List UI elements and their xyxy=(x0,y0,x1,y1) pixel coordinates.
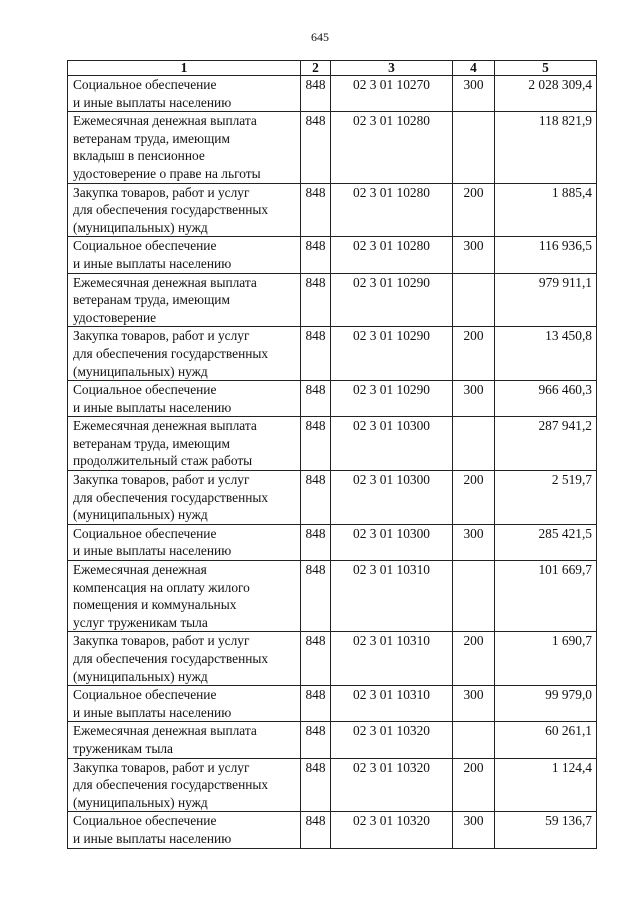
target-code-cell: 02 3 01 10280 xyxy=(331,183,453,237)
table-row xyxy=(68,183,597,237)
expense-type-cell xyxy=(453,561,495,632)
row-name-cell: Социальное обеспечение и иные выплаты населению xyxy=(68,237,301,273)
budget-table xyxy=(67,60,597,849)
expense-type-cell: 200 xyxy=(453,327,495,381)
expense-type-cell xyxy=(453,722,495,758)
amount-cell: 101 669,7 xyxy=(495,561,597,632)
amount-cell: 979 911,1 xyxy=(495,273,597,327)
expense-type-cell: 200 xyxy=(453,183,495,237)
row-name-cell: Закупка товаров, работ и услуг для обеспечения государственных (муниципальных) нужд xyxy=(68,183,301,237)
expense-type-cell: 200 xyxy=(453,471,495,525)
header-col-4: 4 xyxy=(453,61,495,76)
amount-cell: 966 460,3 xyxy=(495,381,597,417)
table-row xyxy=(68,237,597,273)
table-row xyxy=(68,327,597,381)
expense-type-cell: 200 xyxy=(453,632,495,686)
target-code-cell: 02 3 01 10280 xyxy=(331,237,453,273)
table-row xyxy=(68,758,597,812)
header-col-5: 5 xyxy=(495,61,597,76)
row-name-cell: Ежемесячная денежная выплата ветеранам труда, имеющим вкладыш в пенсионное удостоверение о праве на льготы xyxy=(68,112,301,183)
target-code-cell: 02 3 01 10320 xyxy=(331,812,453,848)
target-code-cell: 02 3 01 10310 xyxy=(331,686,453,722)
target-code-cell: 02 3 01 10320 xyxy=(331,722,453,758)
amount-cell: 2 519,7 xyxy=(495,471,597,525)
admin-code-cell: 848 xyxy=(301,112,331,183)
expense-type-cell xyxy=(453,273,495,327)
amount-cell: 287 941,2 xyxy=(495,417,597,471)
admin-code-cell: 848 xyxy=(301,686,331,722)
table-row xyxy=(68,561,597,632)
row-name-cell: Закупка товаров, работ и услуг для обеспечения государственных (муниципальных) нужд xyxy=(68,632,301,686)
expense-type-cell xyxy=(453,112,495,183)
expense-type-cell: 300 xyxy=(453,524,495,560)
target-code-cell: 02 3 01 10270 xyxy=(331,76,453,112)
row-name-cell: Ежемесячная денежная выплата ветеранам труда, имеющим удостоверение xyxy=(68,273,301,327)
header-col-2: 2 xyxy=(301,61,331,76)
expense-type-cell: 200 xyxy=(453,758,495,812)
expense-type-cell: 300 xyxy=(453,812,495,848)
admin-code-cell: 848 xyxy=(301,524,331,560)
target-code-cell: 02 3 01 10290 xyxy=(331,273,453,327)
target-code-cell: 02 3 01 10290 xyxy=(331,327,453,381)
amount-cell: 99 979,0 xyxy=(495,686,597,722)
admin-code-cell: 848 xyxy=(301,632,331,686)
admin-code-cell: 848 xyxy=(301,381,331,417)
row-name-cell: Ежемесячная денежная компенсация на оплату жилого помещения и коммунальных услуг труженикам тыла xyxy=(68,561,301,632)
table-row xyxy=(68,112,597,183)
table-row xyxy=(68,471,597,525)
amount-cell: 116 936,5 xyxy=(495,237,597,273)
admin-code-cell: 848 xyxy=(301,327,331,381)
target-code-cell: 02 3 01 10290 xyxy=(331,381,453,417)
row-name-cell: Закупка товаров, работ и услуг для обеспечения государственных (муниципальных) нужд xyxy=(68,327,301,381)
row-name-cell: Социальное обеспечение и иные выплаты населению xyxy=(68,524,301,560)
table-row xyxy=(68,273,597,327)
target-code-cell: 02 3 01 10310 xyxy=(331,632,453,686)
row-name-cell: Закупка товаров, работ и услуг для обеспечения государственных (муниципальных) нужд xyxy=(68,471,301,525)
admin-code-cell: 848 xyxy=(301,76,331,112)
table-row xyxy=(68,417,597,471)
header-col-1: 1 xyxy=(68,61,301,76)
admin-code-cell: 848 xyxy=(301,758,331,812)
admin-code-cell: 848 xyxy=(301,471,331,525)
row-name-cell: Социальное обеспечение и иные выплаты населению xyxy=(68,686,301,722)
amount-cell: 13 450,8 xyxy=(495,327,597,381)
expense-type-cell: 300 xyxy=(453,381,495,417)
row-name-cell: Ежемесячная денежная выплата ветеранам труда, имеющим продолжительный стаж работы xyxy=(68,417,301,471)
table-row xyxy=(68,632,597,686)
table-row xyxy=(68,381,597,417)
expense-type-cell xyxy=(453,417,495,471)
amount-cell: 1 690,7 xyxy=(495,632,597,686)
amount-cell: 60 261,1 xyxy=(495,722,597,758)
admin-code-cell: 848 xyxy=(301,561,331,632)
table-row xyxy=(68,812,597,848)
header-row xyxy=(68,61,597,76)
amount-cell: 2 028 309,4 xyxy=(495,76,597,112)
table-row xyxy=(68,722,597,758)
table-body xyxy=(68,76,597,849)
admin-code-cell: 848 xyxy=(301,812,331,848)
table-row xyxy=(68,524,597,560)
admin-code-cell: 848 xyxy=(301,237,331,273)
row-name-cell: Социальное обеспечение и иные выплаты населению xyxy=(68,812,301,848)
target-code-cell: 02 3 01 10300 xyxy=(331,471,453,525)
amount-cell: 118 821,9 xyxy=(495,112,597,183)
table-row xyxy=(68,686,597,722)
expense-type-cell: 300 xyxy=(453,237,495,273)
target-code-cell: 02 3 01 10300 xyxy=(331,524,453,560)
expense-type-cell: 300 xyxy=(453,76,495,112)
page-number: 645 xyxy=(311,30,329,44)
amount-cell: 285 421,5 xyxy=(495,524,597,560)
header-col-3: 3 xyxy=(331,61,453,76)
row-name-cell: Ежемесячная денежная выплата труженикам тыла xyxy=(68,722,301,758)
row-name-cell: Социальное обеспечение и иные выплаты населению xyxy=(68,381,301,417)
target-code-cell: 02 3 01 10310 xyxy=(331,561,453,632)
admin-code-cell: 848 xyxy=(301,273,331,327)
admin-code-cell: 848 xyxy=(301,183,331,237)
admin-code-cell: 848 xyxy=(301,417,331,471)
target-code-cell: 02 3 01 10300 xyxy=(331,417,453,471)
admin-code-cell: 848 xyxy=(301,722,331,758)
amount-cell: 1 124,4 xyxy=(495,758,597,812)
amount-cell: 1 885,4 xyxy=(495,183,597,237)
target-code-cell: 02 3 01 10280 xyxy=(331,112,453,183)
row-name-cell: Закупка товаров, работ и услуг для обеспечения государственных (муниципальных) нужд xyxy=(68,758,301,812)
target-code-cell: 02 3 01 10320 xyxy=(331,758,453,812)
amount-cell: 59 136,7 xyxy=(495,812,597,848)
row-name-cell: Социальное обеспечение и иные выплаты населению xyxy=(68,76,301,112)
table-row xyxy=(68,76,597,112)
expense-type-cell: 300 xyxy=(453,686,495,722)
